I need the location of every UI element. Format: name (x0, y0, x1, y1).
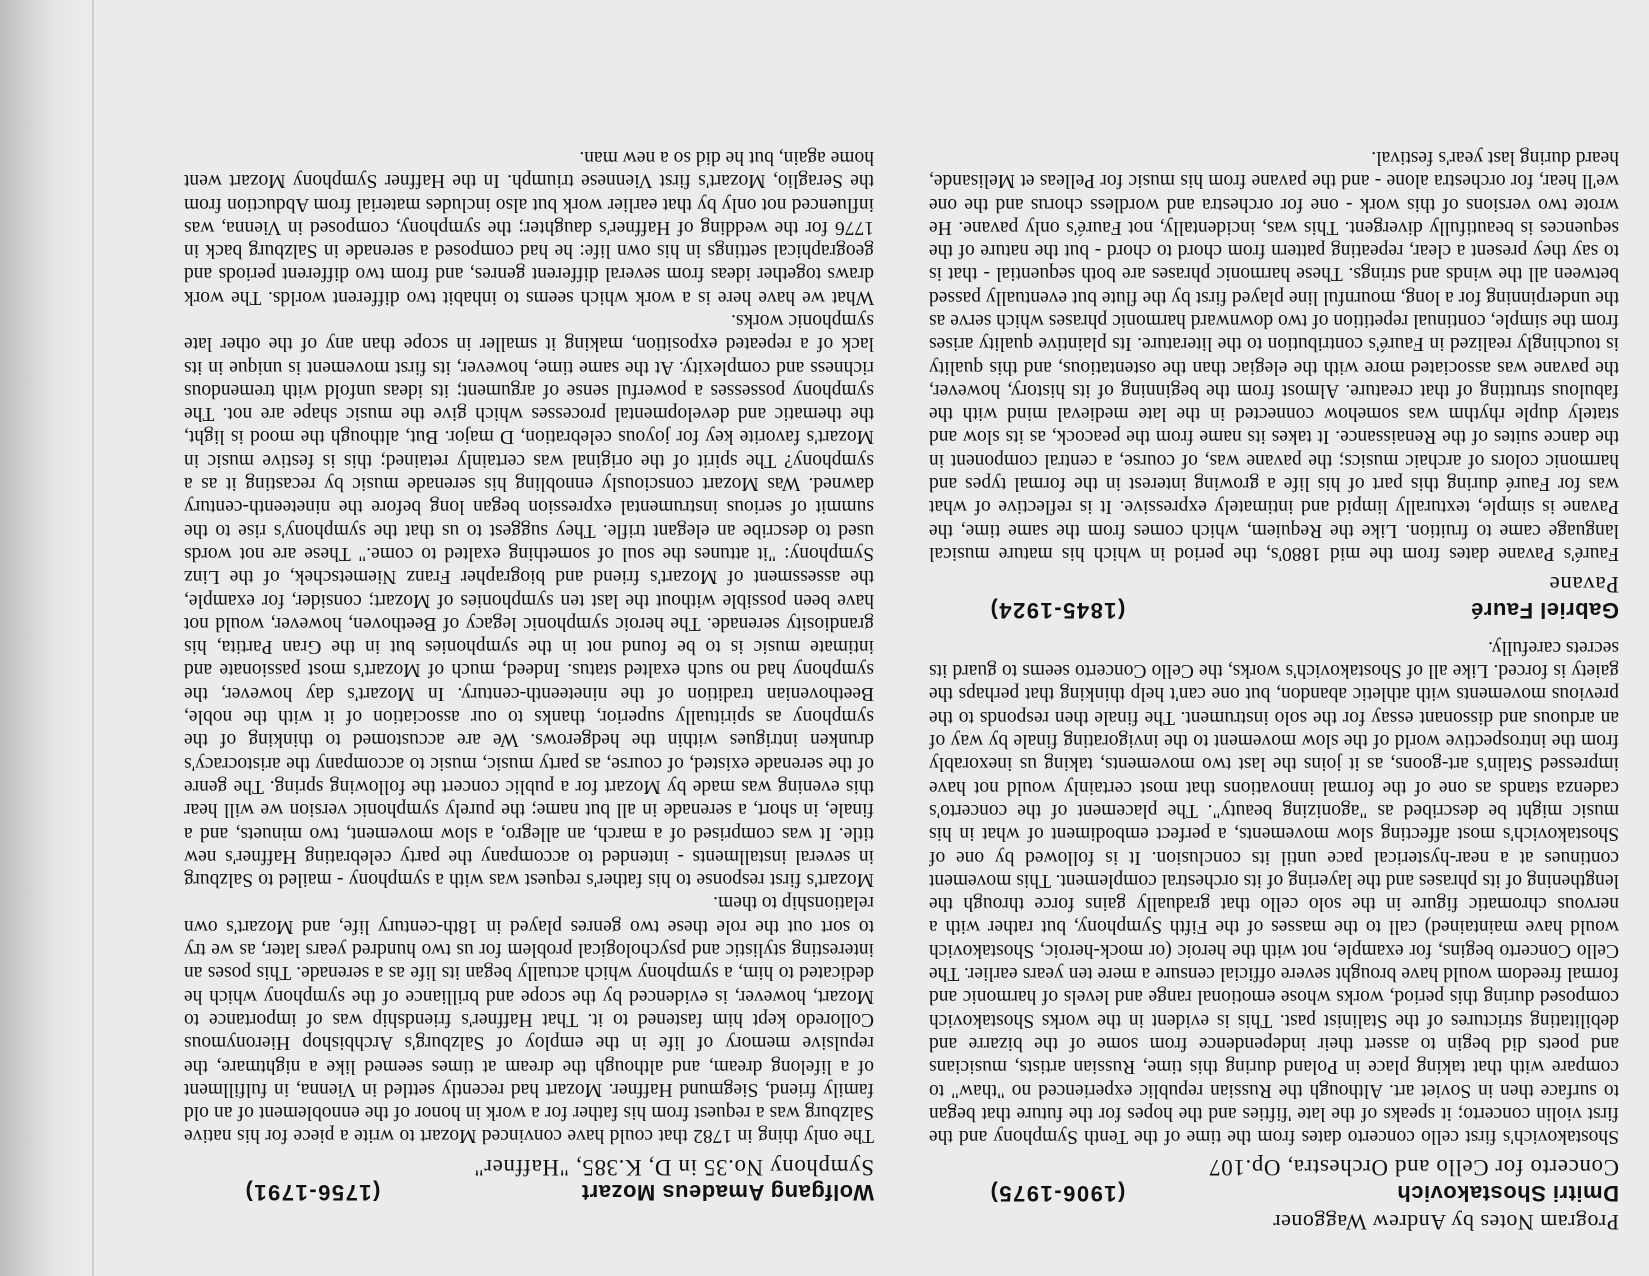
work-title-faure: Pavane (1548, 572, 1619, 598)
work-title-mozart: Symphony No.35 in D, K.385, "Haffner" (473, 1154, 874, 1180)
paragraph-shostakovich: Shostakovich's first cello concerto dates from the time of the Tenth Symphony and the first violin concerto; it speaks of the late 'fifties and the hopes for the future that began to surface then in Soviet art. Although the Russian republic experienced no "thaw" to compare with that taking place in Poland during this time, Russian artists, musicians and poets did begin to assert their independence from some of the bizarre and debilitating strictures of the Stalinist past. This is evident in the works Shostakovich composed during this period, works whose emotional range and levels of harmonic and formal freedom would have brought severe official censure a mere ten years earlier. The Cello Concerto begins, for example, not with the heroic (or mock-heroic, Shostakovich would have maintained) call to the masses of the Fifth Symphony, but rather with a nervous chromatic figure in the solo cello that gradually gains force through the lengthening of its phrases and the layering of its orchestral complement. This movement continues at a near-hysterical pace until its conclusion. It is followed by one of Shostakovich's most affecting slow movements, a perfect embodiment of what in his music might be described as "agonizing beauty". The placement of the concerto's cadenza stands as one of the formal innovations that most certainly would not have impressed Stalin's art-goons, as it joins the last two movements, taking us inexorably from the introspective world of the slow movement to the invigorating finale by way of an arduous and dissonant essay for the solo instrument. The finale then responds to the previous movements with athletic abandon, but one can't help thinking that perhaps the gaiety is forced. Like all of Shostakovich's works, the Cello Concerto seems to guard its secrets carefully. (929, 636, 1619, 1148)
composer-heading-mozart (184, 1181, 874, 1204)
column-right (184, 146, 874, 1210)
work-title-shostakovich: Concerto for Cello and Orchestra, Op.107 (1208, 1155, 1619, 1181)
composer-name: Dmitri Shostakovich (1396, 1180, 1619, 1206)
program-notes-header: Program Notes by Andrew Waggoner (1272, 1210, 1619, 1235)
paragraph-mozart-2: Mozart's first response to his father's request was with a symphony - mailed to Salzburg in several installments - intended to accompany the party celebrating Haffner's new title. It was comprised of a march, an allegro, a slow movement, two minuets, and a finale, in short, a serenade in all but name; the purely symphonic version we will hear this evening was made by Mozart for a public concert the following spring. The genre of the serenade existed, of course, as party music, music to accompany the aristocracy's drunken intrigues within the hedgerows. We are accustomed to thinking of the symphony as spiritually superior, thanks to our association of it with the noble, Beethovenian tradition of the nineteenth-century. In Mozart's day however, the symphony had no such exalted status. Indeed, much of Mozart's most passionate and intimate music is to be found not in the symphonies but in the Gran Partita, his grandiosity serenade. The heroic symphonic legacy of Beethoven, however, would not have been possible without the last ten symphonies of Mozart; consider, for example, the assessment of Mozart's friend and biographer Franz Niemetschek, of the Linz Symphony: "it attunes the soul of something exalted to come." These are not words used to describe an elegant trifle. They suggest to us that the symphony's rise to the summit of serious instrumental expression began long before the nineteenth-century dawned. Was Mozart consciously ennobling his serenade music by recasting it as a symphony? The spirit of the original was certainly retained; this is festive music in Mozart's favorite key for joyous celebration, D major. But, although the mood is light, the thematic and developmental processes which give the music shape are not. The symphony possesses a powerful sense of argument; its ideas unfold with tremendous richness and complexity. At the same time, however, its first movement is unique in its lack of a repeated exposition, making it smaller in scope than any of the other late symphonic works. (184, 310, 874, 891)
paragraph-mozart-1: The only thing in 1782 that could have convinced Mozart to write a piece for his native Salzburg was a request from his father for a work in honor of the ennoblement of an old family friend, Siegmund Haffner. Mozart had recently settled in Vienna, in fulfillment of a lifelong dream, and although the dream at times seemed like a nightmare, the repulsive memory of life in the employ of Salzburg's Archbishop Hieronymous Colloredo kept him fastened to it. That Haffner's friendship was of importance to Mozart, however, is evidenced by the scope and brilliance of the symphony which he dedicated to him, a symphony which actually began its life as a serenade. This poses an interesting stylistic and psychological problem for us two hundred years later, as we try to sort out the role these two genres played in 18th-century life, and Mozart's own relationship to them. (184, 892, 874, 1147)
paragraph-faure: Fauré's Pavane dates from the mid 1880's, the period in which his mature musical language came to fruition. Like the Requiem, which comes from the same time, the Pavane is simple, texturally limpid and intimately expressive. It is reflective of what was for Fauré during this part of his life a growing interest in the formal types and harmonic colors of archaic musics; the pavane was, of course, a central component in the dance suites of the Renaissance. It takes its name from the peacock, as its slow and stately duple rhythm was somehow connected in the late medieval mind with the fabulous strutting of that creature. Almost from the beginning of its history, however, the pavane was associated more with the elegiac than the ostentatious, and this quality is touchingly realized in Fauré's contribution to the literature. Its plaintive quality arises from the simple, continual repetition of two downward harmonic phrases which serve as the underpinning for a long, mournful line played first by the flute but eventually passed between all the winds and strings. These harmonic phrases are both sequential - that is to say they present a clear, repeating pattern from chord to chord - but the nature of the sequences is beautifully divergent. This was, incidentally, not Fauré's only pavane. He wrote two versions of this work - one for orchestra and wordless chorus and the one we'll hear, for orchestra alone - and the pavane from his music for Pelleas et Melisande, heard during last year's festival. (929, 146, 1619, 564)
paragraph-mozart-3: What we have here is a work which seems to inhabit two different worlds. The work draws together ideas from several different genres, and from two different periods and geographical settings in his own life: he had composed a serenade in Salzburg back in 1776 for the wedding of Haffner's daughter; the symphony, composed in Vienna, was influenced not only by that earlier work but also includes material from Abduction from the Seraglio, Mozart's first Viennese triumph. In the Haffner Symphony Mozart went home again, but he did so a new man. (184, 146, 874, 308)
composer-dates: (1845-1924) (989, 597, 1126, 623)
program-notes-sheet (86, 0, 1649, 1276)
column-left (929, 146, 1619, 1248)
binding-edge (0, 0, 86, 1276)
composer-name: Gabriel Fauré (1470, 597, 1619, 623)
composer-heading-shostakovich (929, 1181, 1619, 1204)
composer-heading-faure (929, 598, 1619, 621)
composer-dates: (1756-1791) (244, 1180, 381, 1205)
composer-name: Wolfgang Amadeus Mozart (581, 1180, 874, 1205)
composer-dates: (1906-1975) (989, 1180, 1126, 1206)
